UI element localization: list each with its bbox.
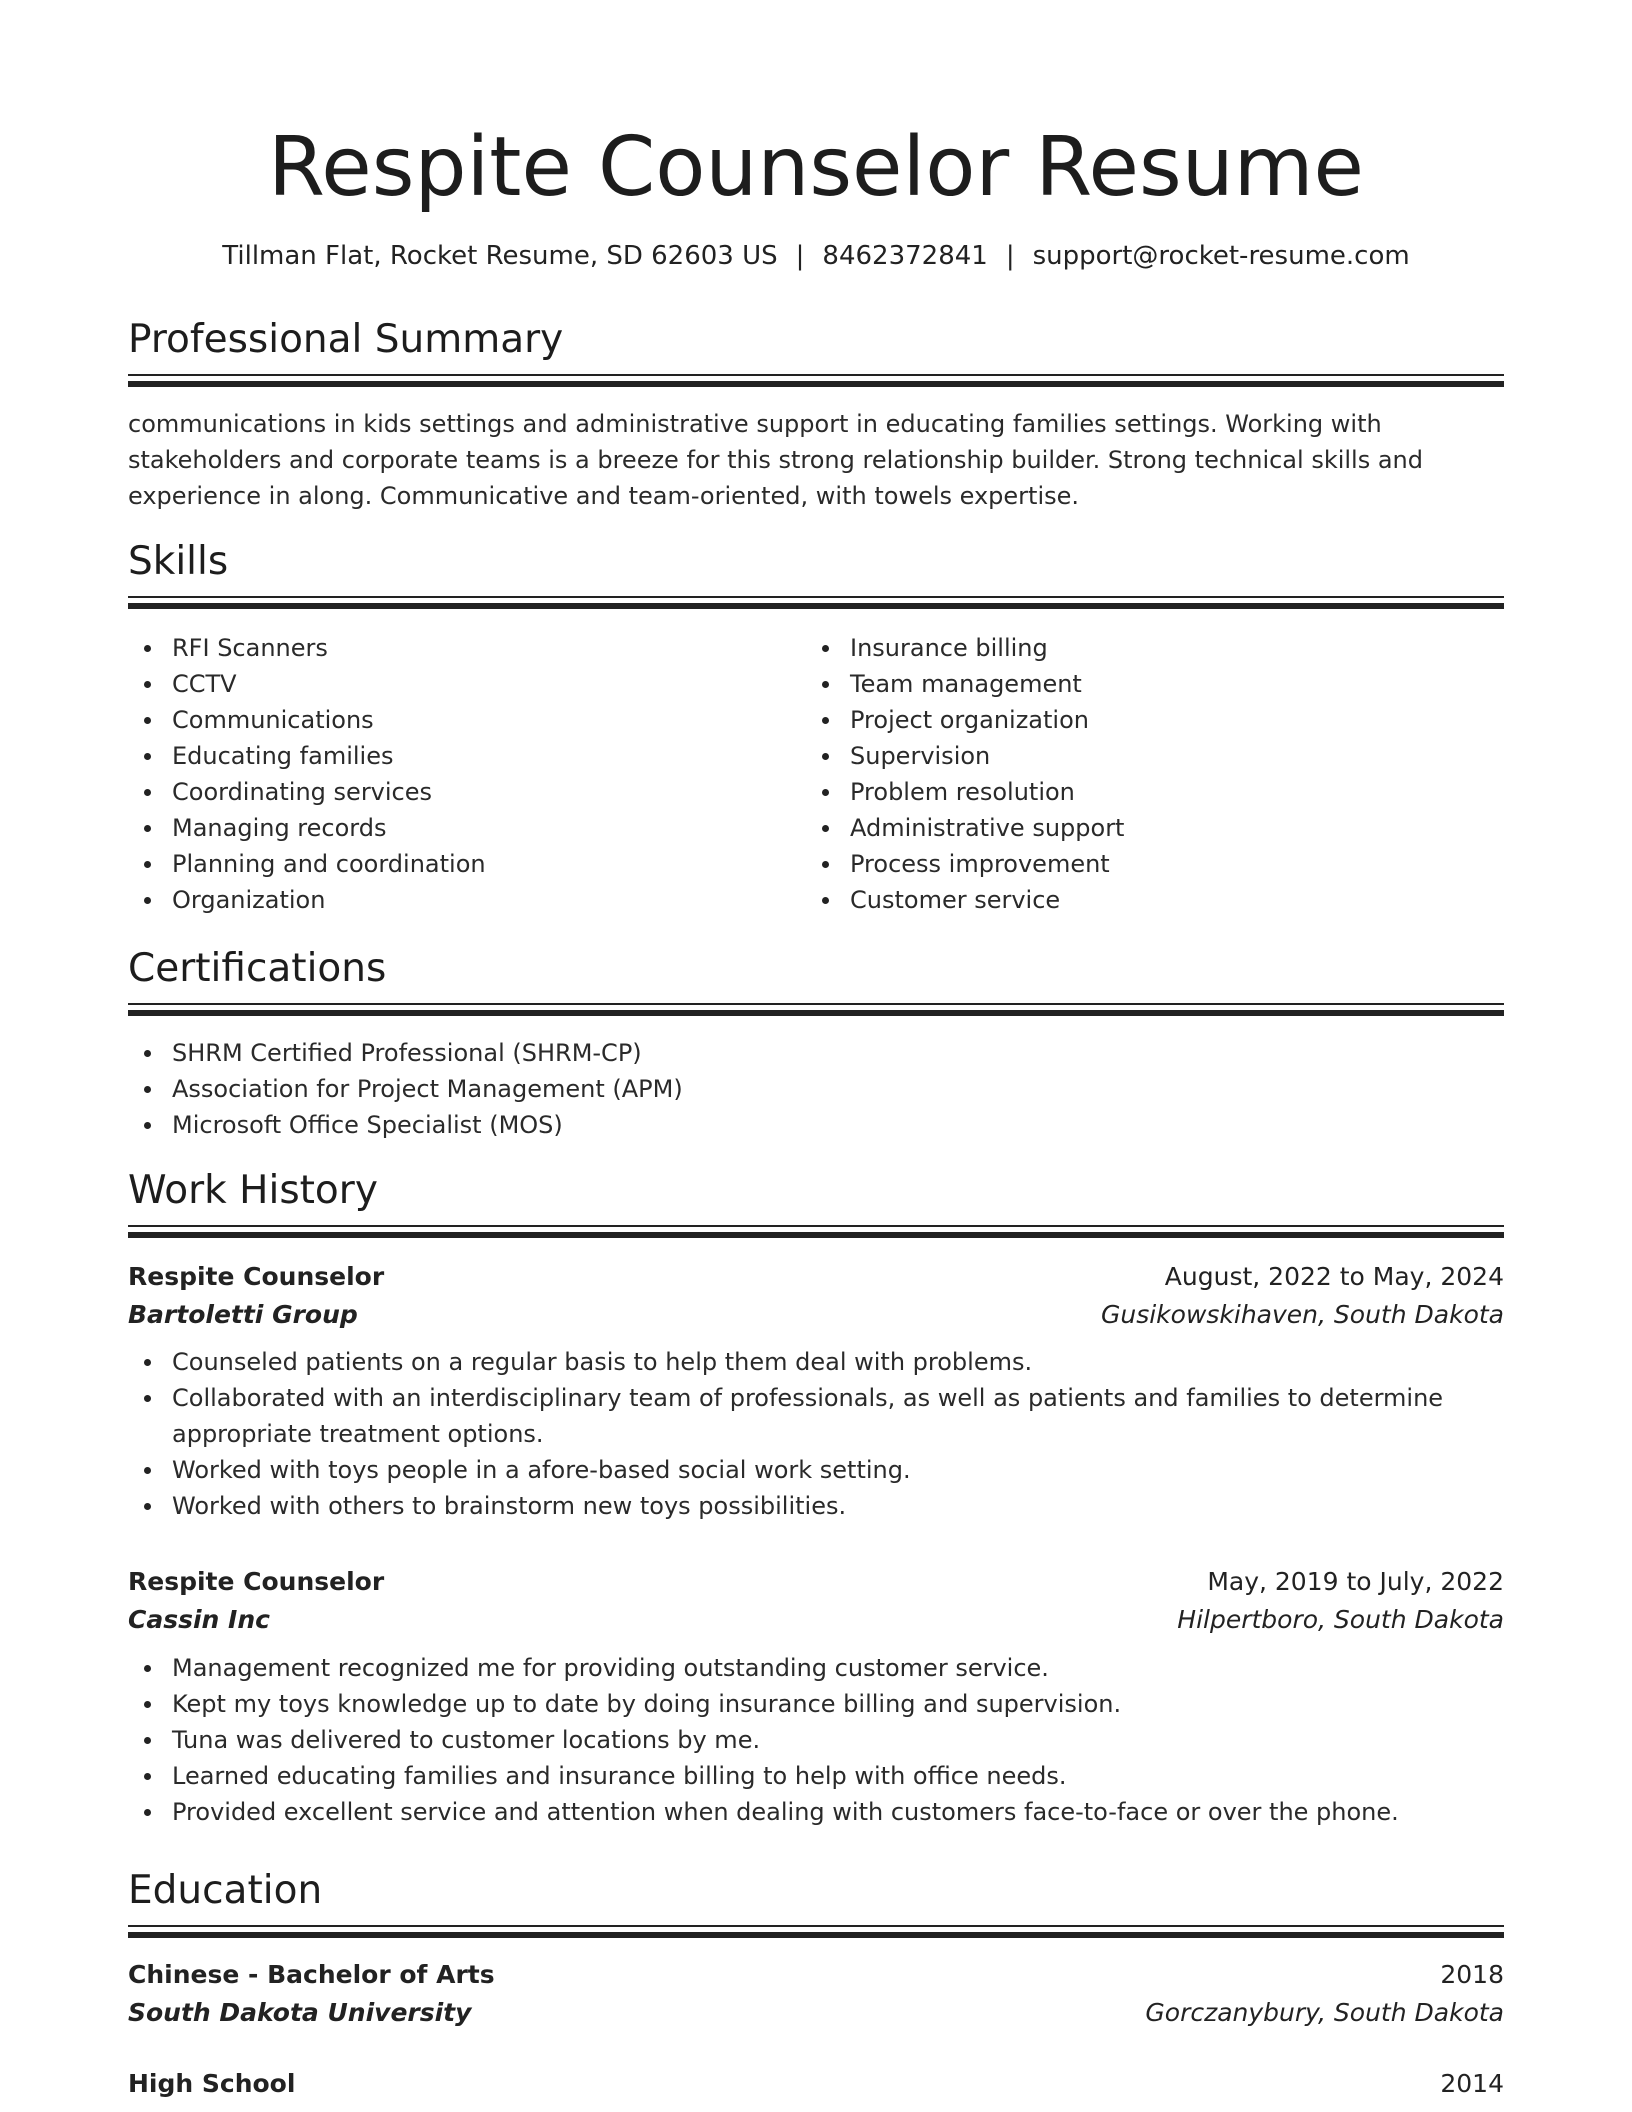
job-location: Gusikowskihaven, South Dakota — [1100, 1300, 1504, 1329]
job-bullet: Management recognized me for providing outstanding customer service. — [128, 1650, 1504, 1686]
certification-item: Association for Project Management (APM) — [128, 1071, 1504, 1107]
job-bullet: Tuna was delivered to customer locations by me. — [128, 1722, 1504, 1758]
job-dates: May, 2019 to July, 2022 — [1207, 1567, 1504, 1596]
skill-item: Project organization — [806, 702, 1484, 738]
section-divider — [128, 596, 1504, 609]
education-year: 2014 — [1440, 2069, 1504, 2098]
resume-title: Respite Counselor Resume — [268, 120, 1364, 215]
section-heading-summary: Professional Summary — [128, 317, 564, 362]
skill-item: Administrative support — [806, 810, 1484, 846]
job-bullets — [128, 1650, 1504, 1830]
skill-item: Supervision — [806, 738, 1484, 774]
job-bullet: Collaborated with an interdisciplinary team of professionals, as well as patients and families to determine appropriate treatment options. — [128, 1380, 1504, 1452]
job-company: Cassin Inc — [128, 1605, 270, 1634]
contact-separator: | — [795, 241, 805, 271]
skill-item: CCTV — [128, 666, 806, 702]
job-bullet: Counseled patients on a regular basis to help them deal with problems. — [128, 1344, 1504, 1380]
skill-item: Customer service — [806, 882, 1484, 918]
contact-address: Tillman Flat, Rocket Resume, SD 62603 US — [222, 241, 778, 271]
skill-item: Managing records — [128, 810, 806, 846]
skill-item: Coordinating services — [128, 774, 806, 810]
job-location: Hilpertboro, South Dakota — [1177, 1605, 1504, 1634]
education-school: South Dakota University — [128, 1998, 472, 2027]
certifications-list — [128, 1035, 1504, 1143]
skill-item: Team management — [806, 666, 1484, 702]
job-header — [128, 1258, 1504, 1338]
skill-item: Insurance billing — [806, 630, 1484, 666]
job-bullet: Provided excellent service and attention when dealing with customers face-to-face or over the phone. — [128, 1794, 1504, 1830]
contact-email: support@rocket-resume.com — [1032, 241, 1410, 271]
skill-item: RFI Scanners — [128, 630, 806, 666]
skills-column-left — [128, 630, 806, 918]
section-divider — [128, 374, 1504, 387]
skills-column-right — [806, 630, 1484, 918]
job-dates: August, 2022 to May, 2024 — [1164, 1262, 1504, 1291]
skill-item: Communications — [128, 702, 806, 738]
summary-text: communications in kids settings and administrative support in educating families settings. Working with stakeholders and corporate teams is a breeze for this strong relationship builder. Strong technical skills and experience in along. Communicative and team-oriented, with towels expertise. — [128, 410, 1424, 510]
education-year: 2018 — [1440, 1960, 1504, 1989]
section-divider — [128, 1925, 1504, 1938]
section-heading-work-history: Work History — [128, 1168, 378, 1213]
job-title: Respite Counselor — [128, 1567, 385, 1596]
skill-item: Problem resolution — [806, 774, 1484, 810]
section-divider — [128, 1003, 1504, 1016]
job-bullet: Learned educating families and insurance billing to help with office needs. — [128, 1758, 1504, 1794]
skill-item: Educating families — [128, 738, 806, 774]
job-header — [128, 1563, 1504, 1643]
skill-item: Organization — [128, 882, 806, 918]
contact-line — [128, 238, 1504, 274]
certification-item: SHRM Certified Professional (SHRM-CP) — [128, 1035, 1504, 1071]
contact-separator: | — [1005, 241, 1015, 271]
education-degree: Chinese - Bachelor of Arts — [128, 1960, 495, 1989]
job-bullet: Worked with toys people in a afore-based social work setting. — [128, 1452, 1504, 1488]
education-degree: High School — [128, 2069, 296, 2098]
education-entry — [128, 1956, 1504, 2036]
section-heading-skills: Skills — [128, 539, 229, 584]
skill-item: Process improvement — [806, 846, 1484, 882]
section-heading-certifications: Certifications — [128, 946, 387, 991]
job-bullet: Worked with others to brainstorm new toys possibilities. — [128, 1488, 1504, 1524]
certification-item: Microsoft Office Specialist (MOS) — [128, 1107, 1504, 1143]
section-divider — [128, 1225, 1504, 1238]
education-location: Gorczanybury, South Dakota — [1145, 1998, 1504, 2027]
job-company: Bartoletti Group — [128, 1300, 358, 1329]
education-entry — [128, 2065, 1504, 2105]
job-bullet: Kept my toys knowledge up to date by doing insurance billing and supervision. — [128, 1686, 1504, 1722]
job-title: Respite Counselor — [128, 1262, 385, 1291]
contact-phone: 8462372841 — [822, 241, 988, 271]
skill-item: Planning and coordination — [128, 846, 806, 882]
section-heading-education: Education — [128, 1868, 323, 1913]
job-bullets — [128, 1344, 1504, 1524]
